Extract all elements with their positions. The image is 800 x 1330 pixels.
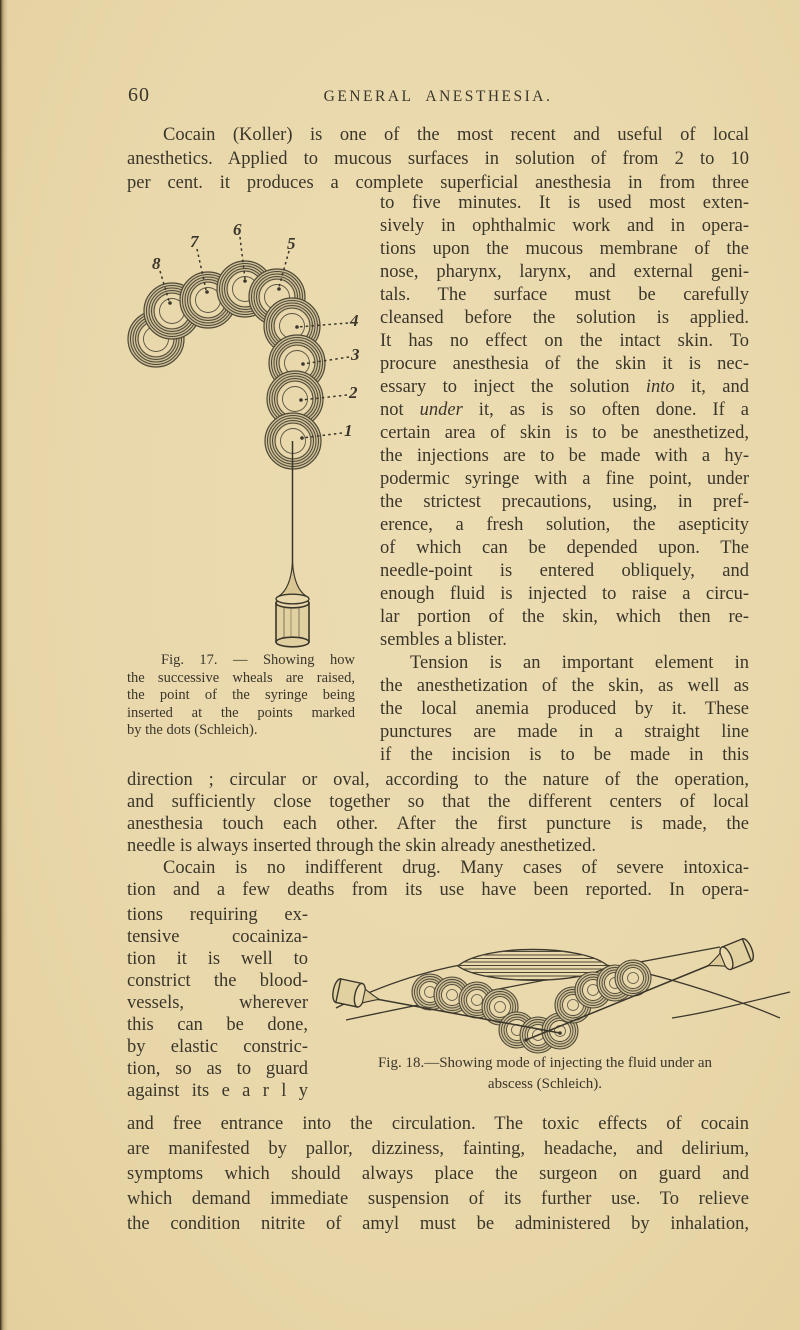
wheal-spiral xyxy=(128,261,325,469)
paragraph-column-right xyxy=(380,192,749,767)
text-line: tals. The surface must be carefully xyxy=(380,285,749,305)
text-line: certain area of skin is to be anesthetized, xyxy=(380,423,749,443)
text-line: anesthesia touch each other. After the first puncture is made, the xyxy=(127,814,749,834)
text-line: the condition nitrite of amyl must be administered by inhalation, xyxy=(127,1214,749,1234)
text-line: the local anemia produced by it. These xyxy=(380,699,749,719)
injection-dot xyxy=(558,1031,562,1035)
text-line: and sufficiently close together so that the different centers of local xyxy=(127,792,749,812)
text-line: which demand immediate suspension of its further use. To relieve xyxy=(127,1189,749,1209)
text-line: It has no effect on the intact skin. To xyxy=(380,331,749,351)
text-line: nose, pharynx, larynx, and external geni- xyxy=(380,262,749,282)
text-line: by elastic constric- xyxy=(127,1037,308,1057)
running-header-title: GENERAL ANESTHESIA. xyxy=(323,88,553,105)
text-line: anesthetics. Applied to mucous surfaces in solution of from 2 to 10 xyxy=(127,149,749,169)
text-line: Fig. 18.—Showing mode of injecting the fluid under an xyxy=(377,1055,713,1071)
text-line: the anesthetization of the skin, as well as xyxy=(380,676,749,696)
text-line: not under it, as is so often done. If a xyxy=(380,400,749,420)
text-line: sively in ophthalmic work and in opera- xyxy=(380,216,749,236)
paragraph-column-left xyxy=(127,904,308,1102)
text-line: constrict the blood- xyxy=(127,971,308,991)
paragraph-intro xyxy=(127,123,749,195)
text-line: sembles a blister. xyxy=(380,630,507,650)
paragraph-bottom xyxy=(127,1112,749,1237)
figure-17-caption xyxy=(127,652,355,740)
text-line: vessels, wherever xyxy=(127,993,308,1013)
text-line: lar portion of the skin, which then re- xyxy=(380,607,749,627)
text-line: inserted at the points marked xyxy=(127,704,355,721)
figure-18-caption xyxy=(327,1053,763,1095)
figure-17-illustration xyxy=(95,211,380,651)
text-line: this can be done, xyxy=(127,1015,308,1035)
text-line: Cocain is no indifferent drug. Many cases of severe intoxica- xyxy=(163,858,749,878)
figure-label: 8 xyxy=(152,254,161,273)
figure-label: 6 xyxy=(233,220,242,239)
text-line: Fig. 17. — Showing how xyxy=(161,652,355,668)
text-line: direction ; circular or oval, according to the nature of the operation, xyxy=(127,770,749,790)
paragraph-middle xyxy=(127,769,749,901)
text-line: tion and a few deaths from its use have been reported. In opera- xyxy=(127,880,749,900)
syringe-hub xyxy=(276,594,309,647)
text-line: against its e a r l y xyxy=(127,1081,308,1101)
text-line: erence, a fresh solution, the asepticity xyxy=(380,515,749,535)
text-line: cleansed before the solution is applied. xyxy=(380,308,749,328)
text-line: podermic syringe with a fine point, under xyxy=(380,469,749,489)
figure-label: 3 xyxy=(351,345,360,364)
figure-label: 1 xyxy=(344,421,353,440)
text-line: if the incision is to be made in this xyxy=(380,745,749,765)
text-line: the injections are to be made with a hy- xyxy=(380,446,749,466)
text-line: tensive cocainiza- xyxy=(127,927,308,947)
text-line: tions requiring ex- xyxy=(127,905,308,925)
syringe-hub-right xyxy=(703,937,756,977)
text-line: enough fluid is injected to raise a circu- xyxy=(380,584,749,604)
text-line: tions upon the mucous membrane of the xyxy=(380,239,749,259)
text-line: of which can be depended upon. The xyxy=(380,538,749,558)
figure-label: 2 xyxy=(349,383,358,402)
figure-label: 7 xyxy=(190,232,199,251)
text-line: the point of the syringe being xyxy=(127,687,355,704)
text-line: needle is always inserted through the skin already anesthetized. xyxy=(127,836,597,856)
text-line: per cent. it produces a complete superficial anesthesia in from three xyxy=(127,173,749,193)
text-line: the strictest precautions, using, in pref- xyxy=(380,492,749,512)
text-line: tion, so as to guard xyxy=(127,1059,308,1079)
text-line: procure anesthesia of the skin it is nec- xyxy=(380,354,749,374)
text-line: are manifested by pallor, dizziness, fainting, headache, and delirium, xyxy=(127,1139,749,1159)
text-line: and free entrance into the circulation. The toxic effects of cocain xyxy=(127,1114,749,1134)
text-line: to five minutes. It is used most exten- xyxy=(380,193,749,213)
text-line: by the dots (Schleich). xyxy=(127,722,258,739)
figure-18-illustration xyxy=(328,922,792,1054)
figure-label: 5 xyxy=(287,234,296,253)
text-line: tion it is well to xyxy=(127,949,308,969)
page-number: 60 xyxy=(128,84,150,106)
text-line: essary to inject the solution into it, and xyxy=(380,377,749,397)
text-line: Tension is an important element in xyxy=(410,653,749,673)
figure-label: 4 xyxy=(350,311,359,330)
text-line: symptoms which should always place the surgeon on guard and xyxy=(127,1164,749,1184)
text-line: Cocain (Koller) is one of the most recent and useful of local xyxy=(163,125,749,145)
text-line: needle-point is entered obliquely, and xyxy=(380,561,749,581)
injection-dot xyxy=(524,1038,528,1042)
text-line: abscess (Schleich). xyxy=(487,1076,603,1092)
text-line: the successive wheals are raised, xyxy=(127,669,355,686)
text-line: punctures are made in a straight line xyxy=(380,722,749,742)
